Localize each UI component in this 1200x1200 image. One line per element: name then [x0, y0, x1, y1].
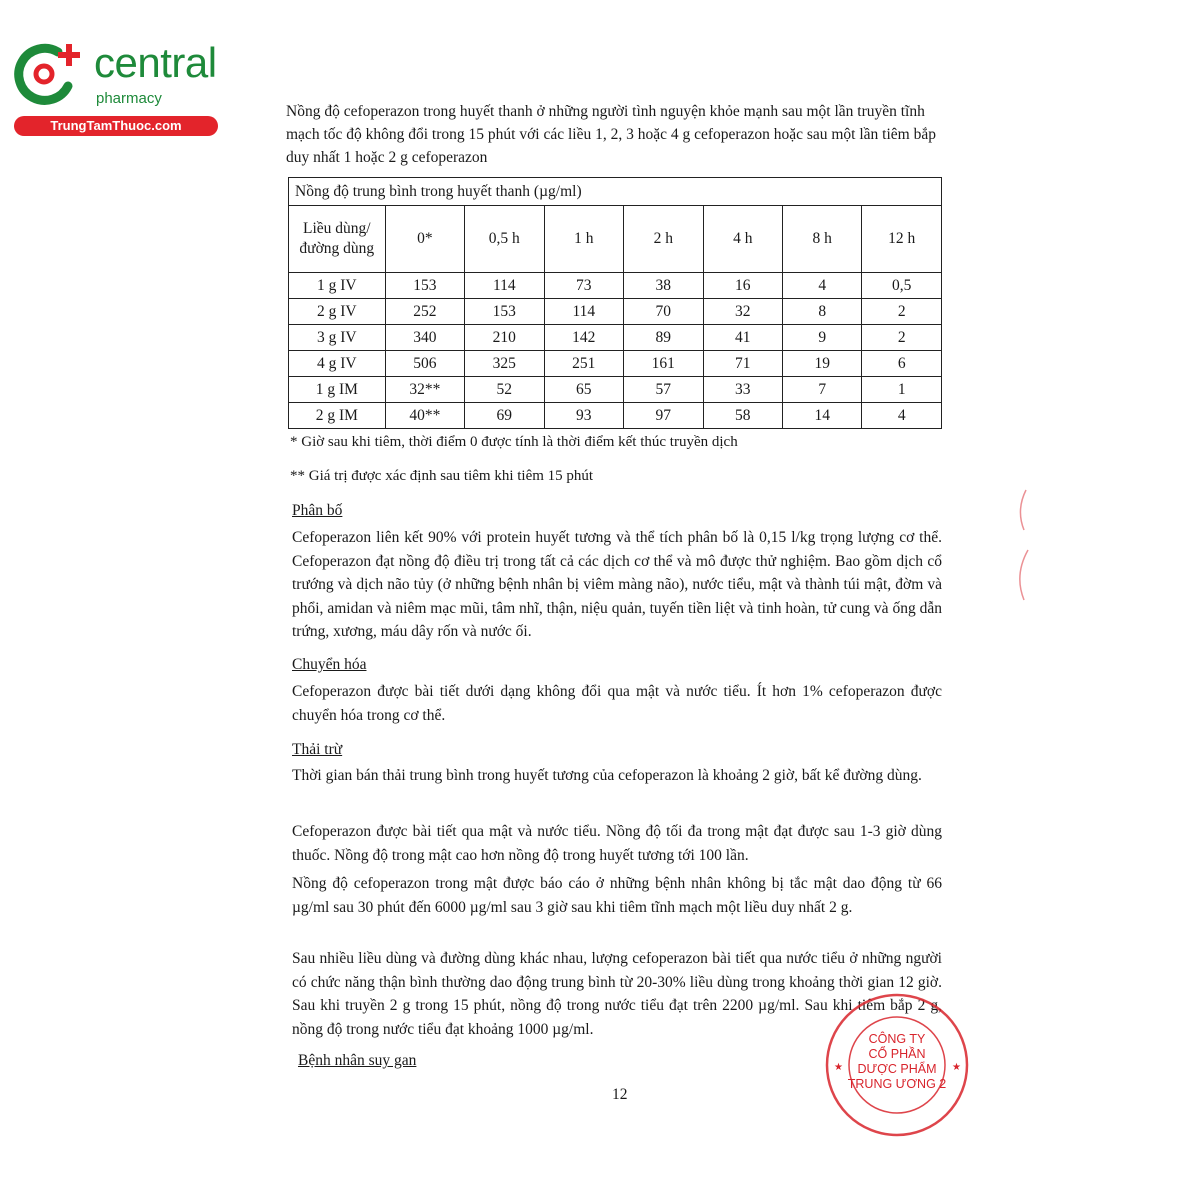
concentration-cell: 58 [703, 403, 782, 429]
company-seal-stamp [822, 990, 972, 1140]
concentration-cell: 0,5 [862, 273, 942, 299]
concentration-cell: 252 [385, 299, 464, 325]
header-time-3: 1 h [544, 206, 623, 273]
paragraph-thai-tru-2: Cefoperazon được bài tiết qua mật và nước tiểu. Nồng độ tối đa trong mật đạt được sau 1-3 giờ dùng thuốc. Nồng độ trong mật cao hơn nồng độ trong huyết tương tới 100 lần. [292, 823, 942, 864]
table-row [289, 325, 942, 351]
concentration-cell: 325 [465, 351, 544, 377]
concentration-cell: 210 [465, 325, 544, 351]
heading-chuyen-hoa: Chuyển hóa [292, 656, 367, 673]
paragraph-phan-bo: Cefoperazon liên kết 90% với protein huyết tương và thể tích phân bố là 0,15 l/kg trọng lượng cơ thể. Cefoperazon đạt nồng độ điều trị trong tất cả các dịch cơ thể và mô được thử nghiệm. Bao gồm dịch cổ trướng và dịch não tủy (ở những bệnh nhân bị viêm màng não), nước tiểu, mật và thành túi mật, đờm và phổi, amidan và niêm mạc mũi, tâm nhĩ, thận, niệu quản, tuyến tiền liệt và tinh hoàn, tử cung và ống dẫn trứng, xương, máu dây rốn và nước ối. [292, 529, 942, 640]
intro-paragraph: Nồng độ cefoperazon trong huyết thanh ở những người tình nguyện khỏe mạnh sau một lần truyền tĩnh mạch tốc độ không đổi trong 15 phút với các liều 1, 2, 3 hoặc 4 g cefoperazon hoặc sau một lần tiêm bắp duy nhất 1 hoặc 2 g cefoperazon [286, 103, 936, 166]
seal-line-3: DƯỢC PHẨM [857, 1062, 937, 1076]
table-row [289, 299, 942, 325]
header-time-5: 4 h [703, 206, 782, 273]
concentration-cell: 142 [544, 325, 623, 351]
concentration-cell: 52 [465, 377, 544, 403]
dose-route-cell: 2 g IM [289, 403, 386, 429]
paragraph-thai-tru-4: Sau nhiều liều dùng và đường dùng khác nhau, lượng cefoperazon bài tiết qua nước tiểu ở những người có chức năng thận bình thường dao động trung bình từ 20-30% liều dùng trong khoảng thời gian 12 giờ. Sau khi truyền 2 g trong 15 phút, nồng độ trong nước tiểu đạt trên 2200 µg/ml. Sau khi tiêm bắp 2 g, nồng độ trong nước tiểu đạt khoảng 1000 µg/ml. [292, 950, 942, 1038]
paragraph-thai-tru-3: Nồng độ cefoperazon trong mật được báo cáo ở những bệnh nhân không bị tắc mật dao động từ 66 µg/ml sau 30 phút đến 6000 µg/ml sau 3 giờ sau khi tiêm tĩnh mạch một liều duy nhất 2 g. [292, 875, 942, 916]
concentration-cell: 7 [783, 377, 862, 403]
dose-route-cell: 2 g IV [289, 299, 386, 325]
dose-route-cell: 1 g IM [289, 377, 386, 403]
central-pharmacy-logo [8, 36, 218, 136]
concentration-cell: 69 [465, 403, 544, 429]
concentration-cell: 153 [465, 299, 544, 325]
partial-stamp-mark-icon [1010, 480, 1030, 610]
concentration-cell: 32** [385, 377, 464, 403]
concentration-cell: 65 [544, 377, 623, 403]
heading-phan-bo: Phân bố [292, 502, 343, 519]
pharmacy-cross-logo-icon [10, 38, 90, 108]
concentration-cell: 41 [703, 325, 782, 351]
footnote-double-asterisk: ** Giá trị được xác định sau tiêm khi tiêm 15 phút [290, 468, 594, 484]
logo-sub-text: pharmacy [96, 90, 162, 107]
concentration-cell: 89 [624, 325, 703, 351]
concentration-cell: 2 [862, 325, 942, 351]
page-number: 12 [612, 1086, 628, 1103]
concentration-cell: 57 [624, 377, 703, 403]
concentration-cell: 14 [783, 403, 862, 429]
concentration-cell: 9 [783, 325, 862, 351]
concentration-cell: 70 [624, 299, 703, 325]
concentration-cell: 153 [385, 273, 464, 299]
table-row [289, 377, 942, 403]
concentration-cell: 1 [862, 377, 942, 403]
dose-route-cell: 1 g IV [289, 273, 386, 299]
concentration-cell: 38 [624, 273, 703, 299]
table-row [289, 351, 942, 377]
table-title: Nồng độ trung bình trong huyết thanh (µg/ml) [289, 178, 942, 206]
header-dose-route: Liều dùng/đường dùng [289, 206, 386, 273]
concentration-cell: 4 [783, 273, 862, 299]
concentration-cell: 340 [385, 325, 464, 351]
concentration-cell: 32 [703, 299, 782, 325]
table-row [289, 273, 942, 299]
concentration-cell: 93 [544, 403, 623, 429]
header-time-6: 8 h [783, 206, 862, 273]
concentration-cell: 8 [783, 299, 862, 325]
logo-brand-text: central [94, 39, 217, 86]
seal-line-1: CÔNG TY [868, 1032, 926, 1046]
concentration-cell: 506 [385, 351, 464, 377]
dose-route-cell: 3 g IV [289, 325, 386, 351]
concentration-cell: 161 [624, 351, 703, 377]
concentration-cell: 114 [465, 273, 544, 299]
concentration-cell: 16 [703, 273, 782, 299]
concentration-cell: 2 [862, 299, 942, 325]
svg-text:★: ★ [834, 1062, 843, 1073]
concentration-cell: 4 [862, 403, 942, 429]
paragraph-chuyen-hoa: Cefoperazon được bài tiết dưới dạng không đổi qua mật và nước tiểu. Ít hơn 1% cefoperazon được chuyển hóa trong cơ thể. [292, 683, 942, 724]
concentration-cell: 73 [544, 273, 623, 299]
concentration-cell: 19 [783, 351, 862, 377]
concentration-cell: 251 [544, 351, 623, 377]
serum-concentration-table [288, 177, 942, 429]
concentration-cell: 6 [862, 351, 942, 377]
header-time-1: 0* [385, 206, 464, 273]
table-header-row [289, 206, 942, 273]
concentration-cell: 97 [624, 403, 703, 429]
concentration-cell: 33 [703, 377, 782, 403]
concentration-cell: 40** [385, 403, 464, 429]
paragraph-thai-tru-1: Thời gian bán thải trung bình trong huyết tương của cefoperazon là khoảng 2 giờ, bất kể đường dùng. [292, 767, 922, 784]
heading-benh-nhan-suy-gan: Bệnh nhân suy gan [298, 1052, 417, 1069]
logo-url-badge: TrungTamThuoc.com [14, 116, 218, 136]
footnote-single-asterisk: * Giờ sau khi tiêm, thời điểm 0 được tính là thời điểm kết thúc truyền dịch [290, 434, 738, 450]
header-time-7: 12 h [862, 206, 942, 273]
heading-thai-tru: Thải trừ [292, 741, 343, 758]
header-time-4: 2 h [624, 206, 703, 273]
concentration-cell: 71 [703, 351, 782, 377]
table-row [289, 403, 942, 429]
seal-line-4: TRUNG ƯƠNG 2 [847, 1077, 947, 1091]
dose-route-cell: 4 g IV [289, 351, 386, 377]
svg-text:★: ★ [952, 1062, 961, 1073]
header-time-2: 0,5 h [465, 206, 544, 273]
seal-line-2: CỔ PHẦN [868, 1047, 926, 1061]
concentration-cell: 114 [544, 299, 623, 325]
